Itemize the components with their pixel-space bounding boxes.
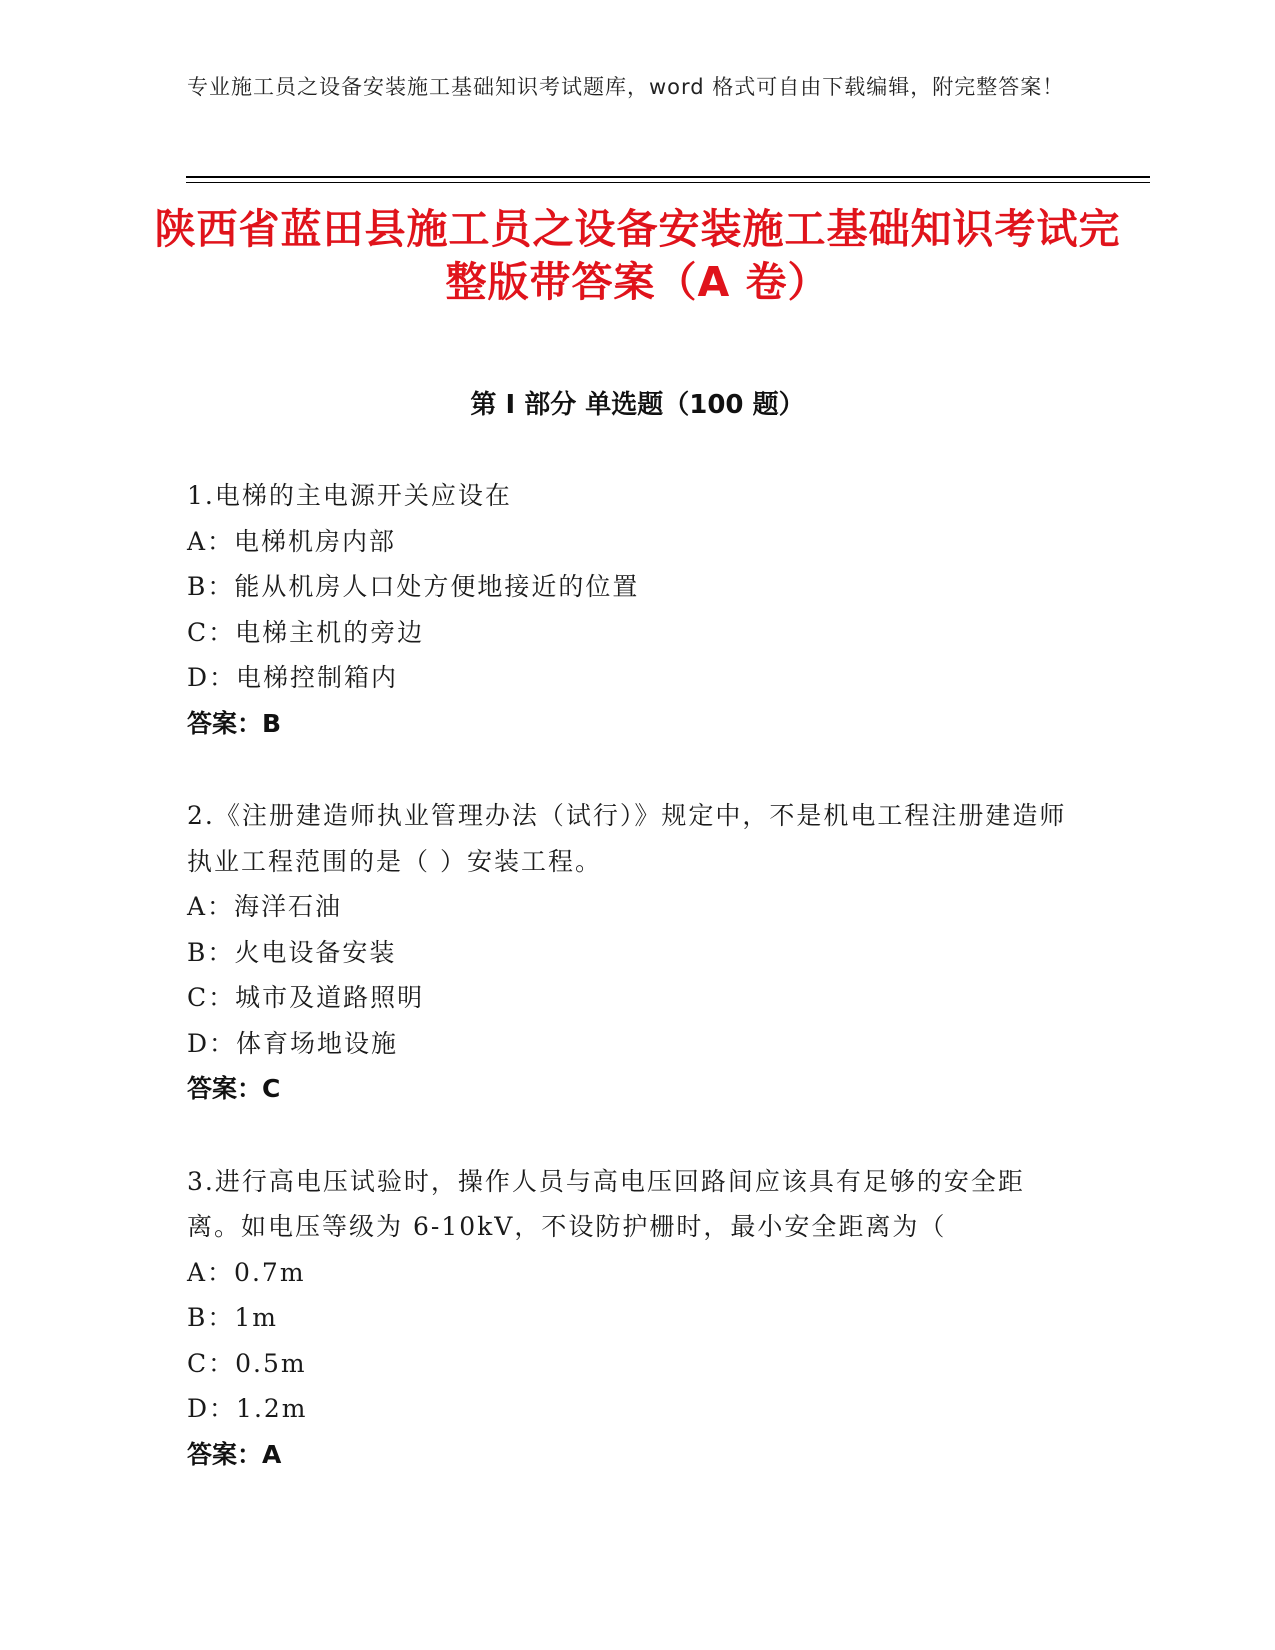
- answer-line: 答案：B: [187, 708, 282, 738]
- option-a: A：电梯机房内部: [187, 526, 397, 556]
- question-3: [187, 1159, 1067, 1478]
- question-1: [187, 473, 1067, 746]
- option-c: C：电梯主机的旁边: [187, 617, 425, 647]
- question-list: [187, 473, 1067, 1524]
- option-c: C：0.5m: [187, 1348, 307, 1378]
- option-b: B：1m: [187, 1303, 278, 1332]
- option-d: D：1.2m: [187, 1394, 308, 1423]
- option-d: D：电梯控制箱内: [187, 663, 399, 692]
- option-a: A：海洋石油: [187, 892, 343, 921]
- option-b: B：火电设备安装: [187, 937, 397, 967]
- option-a: A：0.7m: [187, 1257, 306, 1287]
- section-heading: 第 I 部分 单选题（100 题）: [470, 390, 805, 420]
- header-note: 专业施工员之设备安装施工基础知识考试题库，word 格式可自由下载编辑，附完整答案！: [187, 75, 1065, 99]
- question-stem: 3.进行高电压试验时，操作人员与高电压回路间应该具有足够的安全距离。如电压等级为 6-10kV，不设防护栅时，最小安全距离为（: [187, 1166, 1025, 1241]
- option-b: B：能从机房人口处方便地接近的位置: [187, 572, 640, 601]
- question-stem: 2.《注册建造师执业管理办法（试行）》规定中，不是机电工程注册建造师执业工程范围的是（ ）安装工程。: [187, 801, 1067, 876]
- question-2: [187, 793, 1067, 1112]
- answer-line: 答案：A: [187, 1439, 282, 1469]
- option-d: D：体育场地设施: [187, 1028, 399, 1058]
- answer-line: 答案：C: [187, 1074, 281, 1103]
- header-divider-thin: [186, 182, 1150, 183]
- question-stem: 1.电梯的主电源开关应设在: [187, 481, 512, 510]
- header-divider-thick: [186, 176, 1150, 178]
- document-title: 陕西省蓝田县施工员之设备安装施工基础知识考试完整版带答案（A 卷）: [154, 205, 1121, 306]
- option-c: C：城市及道路照明: [187, 983, 425, 1012]
